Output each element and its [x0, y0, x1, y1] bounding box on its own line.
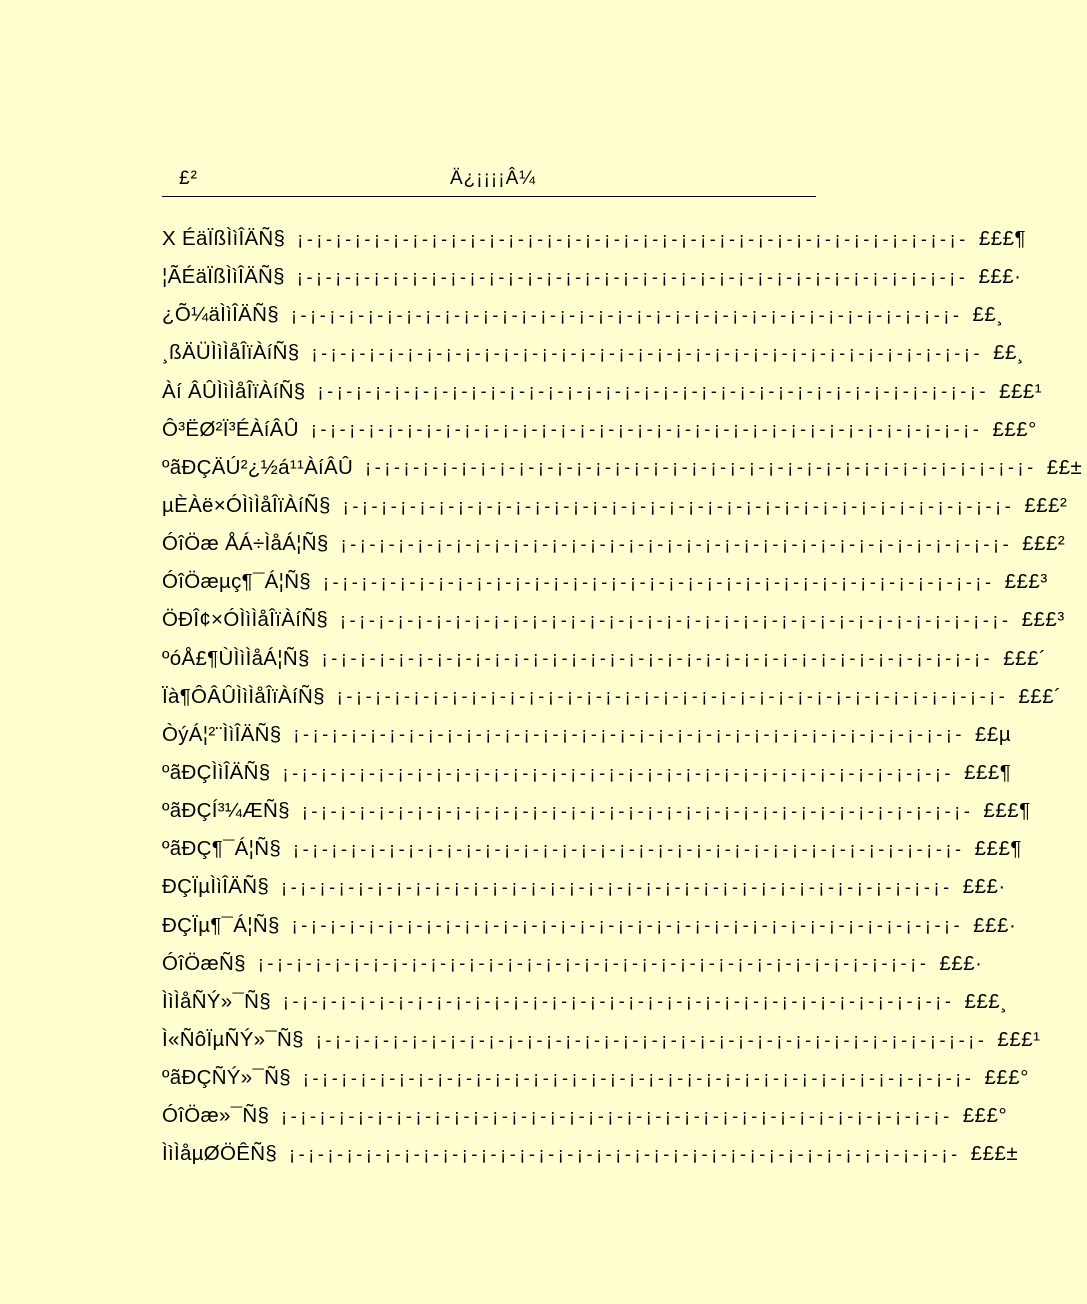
toc-entry-title: ÓîÖæ»¯Ñ§	[162, 1104, 270, 1128]
toc-entry-page-number: £££±	[970, 1142, 1019, 1166]
toc-entry-title: ¦ÃÉäÏßÌìÎÄÑ§	[162, 265, 285, 289]
toc-entry-page-number: £££°	[992, 417, 1037, 441]
toc-entry-title: ÐÇÏµÌìÎÄÑ§	[162, 875, 270, 899]
toc-entry-page-number: £££´	[1003, 646, 1047, 670]
toc-dot-leader: ¡-¡-¡-¡-¡-¡-¡-¡-¡-¡-¡-¡-¡-¡-¡-¡-¡-¡-¡-¡-¡-¡-¡-¡-¡-¡-¡-¡-¡-¡-¡-¡-¡-¡-¡-	[282, 991, 955, 1012]
toc-entry-title: ÒýÁ¦²¨ÌìÎÄÑ§	[162, 722, 282, 746]
toc-entry-page-number: ££µ	[975, 722, 1012, 746]
toc-dot-leader: ¡-¡-¡-¡-¡-¡-¡-¡-¡-¡-¡-¡-¡-¡-¡-¡-¡-¡-¡-¡-¡-¡-¡-¡-¡-¡-¡-¡-¡-¡-¡-¡-¡-¡-¡-	[297, 228, 969, 249]
toc-entry-title: ÓîÖæµç¶¯Á¦Ñ§	[162, 570, 312, 594]
toc-entry-title: ÓîÖæ ÅÁ÷ÌåÁ¦Ñ§	[162, 532, 329, 556]
toc-dot-leader: ¡-¡-¡-¡-¡-¡-¡-¡-¡-¡-¡-¡-¡-¡-¡-¡-¡-¡-¡-¡-¡-¡-¡-¡-¡-¡-¡-¡-¡-¡-¡-¡-¡-¡-¡-	[296, 266, 969, 287]
toc-dot-leader: ¡-¡-¡-¡-¡-¡-¡-¡-¡-¡-¡-¡-¡-¡-¡-¡-¡-¡-¡-¡-¡-¡-¡-¡-¡-¡-¡-¡-¡-¡-¡-¡-¡-¡-¡-	[301, 800, 974, 821]
toc-dot-leader: ¡-¡-¡-¡-¡-¡-¡-¡-¡-¡-¡-¡-¡-¡-¡-¡-¡-¡-¡-¡-¡-¡-¡-¡-¡-¡-¡-¡-¡-¡-¡-¡-¡-¡-¡-	[336, 686, 1009, 707]
toc-entry-page-number: £££¶	[974, 837, 1022, 861]
toc-entry[interactable]	[162, 220, 1027, 258]
toc-entry-page-number: ££¸	[972, 303, 1004, 327]
toc-dot-leader: ¡-¡-¡-¡-¡-¡-¡-¡-¡-¡-¡-¡-¡-¡-¡-¡-¡-¡-¡-¡-¡-¡-¡-¡-¡-¡-¡-¡-¡-¡-¡-¡-¡-¡-¡-	[340, 609, 1012, 630]
toc-entry-title: ÌìÌåµØÖÊÑ§	[162, 1142, 278, 1166]
toc-dot-leader: ¡-¡-¡-¡-¡-¡-¡-¡-¡-¡-¡-¡-¡-¡-¡-¡-¡-¡-¡-¡-¡-¡-¡-¡-¡-¡-¡-¡-¡-¡-¡-¡-¡-¡-¡-	[315, 1029, 988, 1050]
toc-entry-page-number: £££´	[1018, 684, 1062, 708]
toc-entry-page-number: £££¹	[999, 379, 1043, 403]
page-number: £²	[179, 168, 198, 189]
toc-dot-leader: ¡-¡-¡-¡-¡-¡-¡-¡-¡-¡-¡-¡-¡-¡-¡-¡-¡-¡-¡-¡-¡-¡-¡-¡-¡-¡-¡-¡-¡-¡-¡-¡-¡-¡-¡-	[340, 533, 1013, 554]
toc-entry[interactable]	[162, 716, 1012, 754]
toc-entry-title: ºóÅ£¶ÙÌìÌåÁ¦Ñ§	[162, 646, 310, 670]
toc-entry[interactable]	[162, 830, 1022, 868]
toc-entry-page-number: £££²	[1022, 532, 1066, 556]
page-header	[162, 166, 816, 197]
toc-entry[interactable]	[162, 411, 1037, 449]
toc-entry[interactable]	[162, 1135, 1019, 1173]
toc-entry-title: ÖÐÎ¢×ÓÌìÌåÎïÀíÑ§	[162, 608, 329, 632]
toc-entry-title: ¸ßÄÜÌìÌåÎïÀíÑ§	[162, 341, 300, 365]
toc-dot-leader: ¡-¡-¡-¡-¡-¡-¡-¡-¡-¡-¡-¡-¡-¡-¡-¡-¡-¡-¡-¡-¡-¡-¡-¡-¡-¡-¡-¡-¡-¡-¡-¡-¡-¡-¡-	[291, 915, 964, 936]
toc-entry[interactable]	[162, 792, 1031, 830]
toc-entry[interactable]	[162, 449, 1083, 487]
toc-entry-page-number: £££¸	[964, 989, 1008, 1013]
toc-entry-page-number: £££°	[984, 1066, 1029, 1090]
toc-entry-page-number: £££¶	[983, 799, 1031, 823]
toc-dot-leader: ¡-¡-¡-¡-¡-¡-¡-¡-¡-¡-¡-¡-¡-¡-¡-¡-¡-¡-¡-¡-¡-¡-¡-¡-¡-¡-¡-¡-¡-¡-¡-¡-¡-¡-¡-	[257, 953, 930, 974]
toc-entry-page-number: £££·	[973, 913, 1017, 937]
toc-dot-leader: ¡-¡-¡-¡-¡-¡-¡-¡-¡-¡-¡-¡-¡-¡-¡-¡-¡-¡-¡-¡-¡-¡-¡-¡-¡-¡-¡-¡-¡-¡-¡-¡-¡-¡-¡-	[365, 457, 1037, 478]
toc-dot-leader: ¡-¡-¡-¡-¡-¡-¡-¡-¡-¡-¡-¡-¡-¡-¡-¡-¡-¡-¡-¡-¡-¡-¡-¡-¡-¡-¡-¡-¡-¡-¡-¡-¡-¡-¡-	[281, 876, 953, 897]
toc-entry[interactable]	[162, 487, 1068, 525]
toc-entry-page-number: £££·	[978, 265, 1022, 289]
toc-entry[interactable]	[162, 1021, 1041, 1059]
toc-entry-page-number: £££°	[962, 1104, 1008, 1128]
toc-dot-leader: ¡-¡-¡-¡-¡-¡-¡-¡-¡-¡-¡-¡-¡-¡-¡-¡-¡-¡-¡-¡-¡-¡-¡-¡-¡-¡-¡-¡-¡-¡-¡-¡-¡-¡-¡-	[321, 648, 994, 669]
toc-entry-page-number: £££·	[962, 875, 1006, 899]
toc-entry[interactable]	[162, 601, 1065, 639]
toc-dot-leader: ¡-¡-¡-¡-¡-¡-¡-¡-¡-¡-¡-¡-¡-¡-¡-¡-¡-¡-¡-¡-¡-¡-¡-¡-¡-¡-¡-¡-¡-¡-¡-¡-¡-¡-¡-	[302, 1067, 975, 1088]
toc-entry-page-number: £££¶	[978, 227, 1027, 251]
toc-entry-title: ºãÐÇÌìÎÄÑ§	[162, 761, 271, 785]
toc-entry-title: ºãÐÇÍ³¼ÆÑ§	[162, 799, 290, 823]
toc-dot-leader: ¡-¡-¡-¡-¡-¡-¡-¡-¡-¡-¡-¡-¡-¡-¡-¡-¡-¡-¡-¡-¡-¡-¡-¡-¡-¡-¡-¡-¡-¡-¡-¡-¡-¡-¡-	[323, 571, 995, 592]
page-heading: Ä¿¡¡¡¡Â¼	[450, 168, 537, 189]
toc-dot-leader: ¡-¡-¡-¡-¡-¡-¡-¡-¡-¡-¡-¡-¡-¡-¡-¡-¡-¡-¡-¡-¡-¡-¡-¡-¡-¡-¡-¡-¡-¡-¡-¡-¡-¡-¡-	[282, 762, 955, 783]
toc-dot-leader: ¡-¡-¡-¡-¡-¡-¡-¡-¡-¡-¡-¡-¡-¡-¡-¡-¡-¡-¡-¡-¡-¡-¡-¡-¡-¡-¡-¡-¡-¡-¡-¡-¡-¡-¡-	[293, 724, 966, 745]
toc-dot-leader: ¡-¡-¡-¡-¡-¡-¡-¡-¡-¡-¡-¡-¡-¡-¡-¡-¡-¡-¡-¡-¡-¡-¡-¡-¡-¡-¡-¡-¡-¡-¡-¡-¡-¡-¡-	[289, 1143, 961, 1164]
toc-entry-page-number: £££²	[1024, 494, 1068, 518]
toc-entry-title: Ô³ËØ²Ï³ÉÀíÂÛ	[162, 417, 299, 441]
toc-dot-leader: ¡-¡-¡-¡-¡-¡-¡-¡-¡-¡-¡-¡-¡-¡-¡-¡-¡-¡-¡-¡-¡-¡-¡-¡-¡-¡-¡-¡-¡-¡-¡-¡-¡-¡-¡-	[293, 838, 965, 859]
toc-entry-title: Ïà¶ÔÂÛÌìÌåÎïÀíÑ§	[162, 684, 325, 708]
toc-entry[interactable]	[162, 678, 1062, 716]
toc-entry-title: ¿Õ¼äÌìÎÄÑ§	[162, 303, 279, 327]
toc-entry-title: Ì«ÑôÏµÑÝ»¯Ñ§	[162, 1028, 304, 1052]
toc-entry[interactable]	[162, 1097, 1008, 1135]
toc-entry-page-number: £££³	[1021, 608, 1065, 632]
toc-entry-title: ÐÇÏµ¶¯Á¦Ñ§	[162, 913, 280, 937]
toc-entry-title: ÌìÌåÑÝ»¯Ñ§	[162, 989, 271, 1013]
toc-entry-page-number: £££¶	[964, 761, 1012, 785]
toc-entry-page-number: ££¸	[993, 341, 1025, 365]
toc-dot-leader: ¡-¡-¡-¡-¡-¡-¡-¡-¡-¡-¡-¡-¡-¡-¡-¡-¡-¡-¡-¡-¡-¡-¡-¡-¡-¡-¡-¡-¡-¡-¡-¡-¡-¡-¡-	[311, 342, 984, 363]
toc-entry-title: ºãÐÇÑÝ»¯Ñ§	[162, 1066, 291, 1090]
toc-entry[interactable]	[162, 563, 1048, 601]
toc-entry[interactable]	[162, 983, 1008, 1021]
table-of-contents	[162, 220, 1083, 1174]
toc-entry[interactable]	[162, 754, 1012, 792]
toc-entry-title: ÓîÖæÑ§	[162, 951, 246, 975]
toc-entry[interactable]	[162, 640, 1047, 678]
toc-entry[interactable]	[162, 258, 1022, 296]
toc-dot-leader: ¡-¡-¡-¡-¡-¡-¡-¡-¡-¡-¡-¡-¡-¡-¡-¡-¡-¡-¡-¡-¡-¡-¡-¡-¡-¡-¡-¡-¡-¡-¡-¡-¡-¡-¡-	[290, 304, 963, 325]
toc-entry[interactable]	[162, 1059, 1029, 1097]
toc-entry-page-number: ££±	[1046, 455, 1083, 479]
toc-entry-page-number: £££³	[1004, 570, 1048, 594]
toc-dot-leader: ¡-¡-¡-¡-¡-¡-¡-¡-¡-¡-¡-¡-¡-¡-¡-¡-¡-¡-¡-¡-¡-¡-¡-¡-¡-¡-¡-¡-¡-¡-¡-¡-¡-¡-¡-	[317, 381, 990, 402]
toc-dot-leader: ¡-¡-¡-¡-¡-¡-¡-¡-¡-¡-¡-¡-¡-¡-¡-¡-¡-¡-¡-¡-¡-¡-¡-¡-¡-¡-¡-¡-¡-¡-¡-¡-¡-¡-¡-	[281, 1105, 953, 1126]
toc-entry[interactable]	[162, 868, 1006, 906]
toc-dot-leader: ¡-¡-¡-¡-¡-¡-¡-¡-¡-¡-¡-¡-¡-¡-¡-¡-¡-¡-¡-¡-¡-¡-¡-¡-¡-¡-¡-¡-¡-¡-¡-¡-¡-¡-¡-	[342, 495, 1015, 516]
toc-entry[interactable]	[162, 334, 1025, 372]
toc-entry-page-number: £££¹	[997, 1028, 1041, 1052]
toc-entry[interactable]	[162, 296, 1004, 334]
toc-entry[interactable]	[162, 525, 1066, 563]
toc-entry-title: X ÉäÏßÌìÎÄÑ§	[162, 227, 286, 251]
toc-entry-title: µÈÀë×ÓÌìÌåÎïÀíÑ§	[162, 494, 331, 518]
toc-entry-title: ºãÐÇ¶¯Á¦Ñ§	[162, 837, 282, 861]
toc-entry-page-number: £££·	[939, 951, 983, 975]
toc-dot-leader: ¡-¡-¡-¡-¡-¡-¡-¡-¡-¡-¡-¡-¡-¡-¡-¡-¡-¡-¡-¡-¡-¡-¡-¡-¡-¡-¡-¡-¡-¡-¡-¡-¡-¡-¡-	[310, 419, 983, 440]
toc-entry-title: Àí ÂÛÌìÌåÎïÀíÑ§	[162, 379, 306, 403]
toc-entry[interactable]	[162, 945, 983, 983]
toc-entry[interactable]	[162, 907, 1017, 945]
toc-entry-title: ºãÐÇÄÚ²¿½á¹¹ÀíÂÛ	[162, 455, 354, 479]
toc-entry[interactable]	[162, 373, 1043, 411]
